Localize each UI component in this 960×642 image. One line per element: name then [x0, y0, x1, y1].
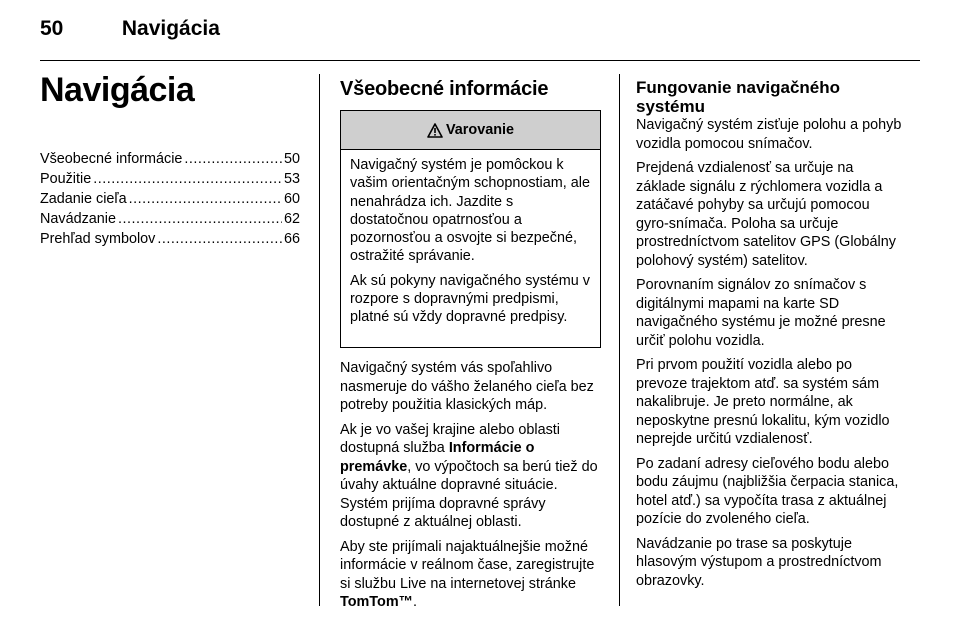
- toc-entry-page: 62: [283, 211, 300, 227]
- toc-entry[interactable]: [40, 149, 300, 169]
- toc-entry-label: Prehľad symbolov: [40, 231, 156, 247]
- toc-entry-page: 53: [283, 171, 300, 187]
- paragraph: Porovnaním signálov zo snímačov s digitálnymi mapami na karte SD navigačného systému je možné presne určiť polohu vozidla.: [636, 277, 886, 349]
- text-run: Ak je vo vašej krajine alebo oblasti dostupná služba: [340, 421, 560, 456]
- column-3-body: [636, 78, 906, 596]
- toc-leader: [118, 209, 282, 229]
- toc-leader: [184, 149, 282, 169]
- toc-entry[interactable]: [40, 209, 300, 229]
- toc-entry[interactable]: [40, 229, 300, 249]
- column-divider-2: [619, 74, 620, 606]
- running-header-title: Navigácia: [121, 17, 220, 40]
- chapter-title: Navigácia: [40, 71, 195, 109]
- toc-leader: [93, 169, 282, 189]
- toc-entry[interactable]: [40, 169, 300, 189]
- paragraph: Navigačný systém zisťuje polohu a pohyb vozidla pomocou snímačov.: [636, 117, 902, 152]
- table-of-contents: [40, 149, 300, 249]
- toc-entry-page: 60: [283, 191, 300, 207]
- toc-leader: [129, 189, 282, 209]
- section-heading: Všeobecné informácie: [340, 78, 549, 100]
- brand-name: TomTom™: [340, 594, 414, 610]
- paragraph: Prejdená vzdialenosť sa určuje na základe signálu z rýchlomera vozidla a zatáčavé pohyby sa určujú pomocou gyro-snímača. Poloha sa určuje prostredníctvom satelitov GPS (Globálny polohový systém) satelitov.: [636, 160, 896, 269]
- paragraph: [340, 538, 606, 612]
- toc-entry-page: 50: [283, 151, 300, 167]
- text-run: , vo výpočtoch sa berú tiež do úvahy aktuálne dopravné situácie. Systém prijíma dopravné správy dostupné z aktuálnej oblasti.: [340, 458, 598, 530]
- toc-entry-label: Zadanie cieľa: [40, 191, 127, 207]
- column-2-body: [340, 359, 606, 618]
- paragraph: Po zadaní adresy cieľového bodu alebo bodu záujmu (najbližšia čerpacia stanica, hotel atď.) sa vypočíta trasa z aktuálnej pozície do zvoleného cieľa.: [636, 455, 899, 527]
- toc-entry-label: Navádzanie: [40, 211, 117, 227]
- toc-entry-label: Všeobecné informácie: [40, 151, 183, 167]
- column-divider-1: [319, 74, 320, 606]
- header-rule: [40, 60, 920, 61]
- subsection-heading: Fungovanie navigačného systému: [636, 78, 841, 116]
- warning-header: [341, 111, 600, 150]
- running-header: [40, 17, 220, 41]
- toc-leader: [157, 229, 282, 249]
- page-number: 50: [40, 17, 64, 40]
- warning-body: [341, 150, 600, 327]
- text-run: Aby ste prijímali najaktuálnejšie možné informácie v reálnom čase, zaregistrujte si službu Live na internetovej stránke: [340, 538, 595, 592]
- warning-paragraph: Ak sú pokyny navigačného systému v rozpore s dopravnými predpismi, platné sú vždy dopravné predpisy.: [350, 272, 590, 326]
- service-name: Informácie o premávke: [340, 440, 535, 475]
- text-run: .: [413, 594, 418, 610]
- warning-paragraph: Navigačný systém je pomôckou k vašim orientačným schopnostiam, ale nenahrádza ich. Jazdite s dostatočnou opatrnosťou a pozornosťou a osvojte si bezpečné, ostražité správanie.: [350, 157, 590, 265]
- paragraph: Pri prvom použití vozidla alebo po prevoze trajektom atď. sa systém sám nakalibruje. Je preto normálne, ak neposkytne presnú lokalitu, kým vozidlo neprejde určitú vzdialenosť.: [636, 357, 890, 447]
- warning-box: [340, 110, 601, 348]
- paragraph: Navigačný systém vás spoľahlivo nasmeruje do vášho želaného cieľa bez potreby použitia klasických máp.: [340, 360, 594, 413]
- toc-entry-label: Použitie: [40, 171, 92, 187]
- toc-entry[interactable]: [40, 189, 300, 209]
- toc-entry-page: 66: [283, 231, 300, 247]
- paragraph: [340, 421, 606, 532]
- warning-triangle-icon: [427, 123, 443, 138]
- warning-title: Varovanie: [446, 122, 514, 138]
- paragraph: Navádzanie po trase sa poskytuje hlasovým výstupom a prostredníctvom obrazovky.: [636, 535, 882, 589]
